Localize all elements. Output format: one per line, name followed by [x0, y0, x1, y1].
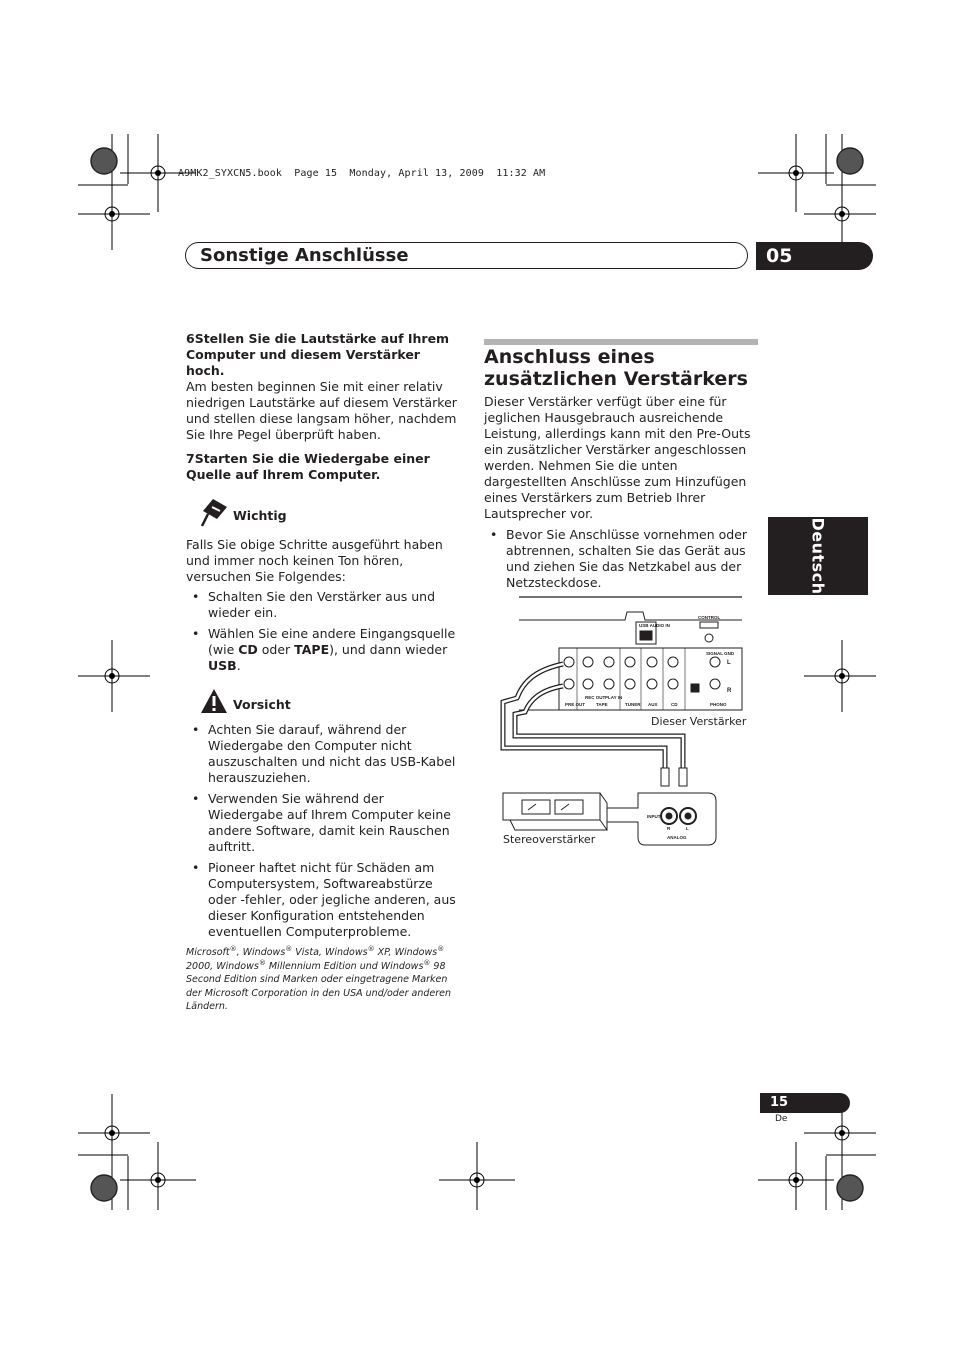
rca-plug-l	[679, 768, 687, 786]
caution-bullet-3-text: Pioneer haftet nicht für Schäden am Computersystem, Softwareabstürze oder -fehler, oder jegliche anderen, aus dieser Konfiguration entstehenden eventuellen Computerprobleme.	[208, 860, 456, 939]
jack-r-label: R	[667, 826, 671, 831]
right-bullet	[484, 527, 760, 591]
chapter-header	[185, 242, 748, 269]
reg-mark: ®	[229, 944, 237, 953]
bullet-dot: •	[192, 860, 200, 875]
stereo-amplifier-label: Stereoverstärker	[503, 833, 596, 846]
control-port-frame	[700, 622, 718, 628]
usb-label: USB	[208, 658, 237, 673]
important-bullet-2-text-a: Wählen Sie eine andere Eingangsquelle (wie	[208, 626, 456, 657]
right-bullet-text: Bevor Sie Anschlüsse vornehmen oder abtrennen, schalten Sie das Gerät aus und ziehen Sie das Netzkabel aus der Netzsteckdose.	[506, 527, 748, 590]
tape-label: TAPE	[294, 642, 330, 657]
step-6-heading	[186, 331, 462, 379]
step-6-title: Stellen Sie die Lautstärke auf Ihrem Computer und diesem Verstärker hoch.	[186, 331, 450, 378]
chapter-title: Sonstige Anschlüsse	[200, 245, 409, 266]
important-bullet-1-text: Schalten Sie den Verstärker aus und wieder ein.	[208, 589, 436, 620]
phono-gnd-switch	[691, 684, 699, 692]
this-amplifier-label: Dieser Verstärker	[651, 715, 747, 728]
tm-text-3: Vista, Windows	[292, 947, 368, 958]
language-tab-label: Deutsch	[808, 517, 828, 595]
step-7-heading	[186, 451, 462, 483]
print-header: A9MK2_SYXCN5.book Page 15 Monday, April 13, 2009 11:32 AM	[178, 168, 546, 179]
control-jack	[705, 634, 713, 642]
pre-out-label: PRE OUT	[565, 702, 586, 707]
trademark-note	[186, 946, 462, 1014]
caution-title: Vorsicht	[233, 697, 291, 712]
bullet-dot: •	[192, 791, 200, 806]
rear-r-label: R	[727, 688, 732, 694]
important-title: Wichtig	[233, 508, 287, 523]
bullet-dot: •	[192, 626, 200, 641]
stereo-amp-meter-2	[555, 800, 583, 814]
rear-l-label: L	[727, 660, 731, 666]
tm-text-2: , Windows	[236, 947, 286, 958]
usb-audio-in-label: USB AUDIO IN	[639, 623, 670, 628]
stereo-amp-side	[510, 793, 607, 830]
section-title	[484, 346, 748, 390]
phono-label: PHONO	[710, 702, 727, 707]
step-6-text: Am besten beginnen Sie mit einer relativ niedrigen Lautstärke auf diesem Verstärker und stellen diese langsam höher, nachdem Sie Ihre Pegel überprüft haben.	[186, 379, 457, 442]
caution-bullet-2	[186, 791, 462, 855]
caution-bullet-3	[186, 860, 462, 940]
step-7-title: Starten Sie die Wiedergabe einer Quelle auf Ihrem Computer.	[186, 451, 430, 482]
important-bullet-2-text-d: .	[236, 658, 241, 673]
tm-text-8: Second Edition sind Marken oder eingetragene Marken der Microsoft Corporation in den USA und/oder anderen Ländern.	[186, 974, 452, 1012]
important-text: Falls Sie obige Schritte ausgeführt haben und immer noch keinen Ton hören, versuchen Sie Folgendes:	[186, 537, 443, 584]
analog-label: ANALOG	[667, 835, 687, 840]
cd-label-rear: CD	[671, 702, 678, 707]
reg-mark: ®	[423, 958, 431, 967]
caution-bullet-2-text: Verwenden Sie während der Wiedergabe auf Ihrem Computer keine andere Software, damit kein Rauschen auftritt.	[208, 791, 451, 854]
control-label: CONTROL	[698, 615, 721, 620]
caution-bullet-1	[186, 722, 462, 786]
reg-mark: ®	[285, 944, 293, 953]
important-bullet-1	[186, 589, 462, 621]
chapter-number: 05	[756, 242, 873, 270]
usb-port-icon	[640, 631, 652, 640]
intro-text: Dieser Verstärker verfügt über eine für jeglichen Hausgebrauch ausreichende Leistung, allerdings kann mit den Pre-Outs ein zusätzlicher Verstärker angeschlossen werden. Nehmen Sie die unten dargestellten Anschlüsse zum Hinzufügen eines Verstärkers zum Betrieb Ihrer Lautsprecher vor.	[484, 394, 751, 521]
step-7-number: 7	[186, 451, 195, 466]
jack-l-label: L	[686, 826, 689, 831]
input-label: INPUT	[647, 814, 661, 819]
rec-out-label: REC OUT	[585, 695, 606, 700]
tm-text-1: Microsoft	[186, 947, 230, 958]
left-column	[186, 331, 462, 1014]
right-column	[484, 394, 760, 591]
important-heading	[186, 497, 462, 537]
signal-gnd-label: SIGNAL GND	[706, 651, 735, 656]
stereo-amp-body	[503, 793, 600, 820]
bullet-dot: •	[192, 589, 200, 604]
bullet-dot: •	[192, 722, 200, 737]
important-bullet-2-text-b: oder	[257, 642, 295, 657]
tm-text-5: 2000, Windows	[186, 960, 259, 972]
reg-mark: ®	[258, 958, 266, 967]
aux-label: AUX	[648, 702, 658, 707]
section-title-line-2: zusätzlichen Verstärkers	[484, 368, 748, 390]
tm-text-6: Millennium Edition und Windows	[265, 960, 424, 972]
important-bullet-2	[186, 626, 462, 674]
reg-mark: ®	[367, 944, 375, 953]
cd-label: CD	[238, 642, 258, 657]
caution-bullet-1-text: Achten Sie darauf, während der Wiedergabe den Computer nicht auszuschalten und nicht das USB-Kabel herauszuziehen.	[208, 722, 456, 785]
rca-plug-r	[661, 768, 669, 786]
section-rule	[484, 339, 758, 345]
tm-text-4: XP, Windows	[374, 947, 438, 958]
stereo-amp-meter-1	[522, 800, 550, 814]
tape-label-rear: TAPE	[596, 702, 608, 707]
language-tab	[768, 517, 868, 595]
bullet-dot: •	[490, 527, 498, 542]
tm-text-7: 98	[430, 960, 446, 972]
play-in-label: PLAY IN	[605, 695, 623, 700]
caution-warning-icon	[200, 688, 228, 714]
step-6-number: 6	[186, 331, 195, 346]
important-bullet-2-text-c: ), und dann wieder	[329, 642, 448, 657]
reg-mark: ®	[437, 944, 445, 953]
important-pin-icon	[200, 497, 228, 527]
page-language: De	[775, 1114, 788, 1124]
section-title-line-1: Anschluss eines	[484, 346, 655, 368]
page-number: 15	[760, 1093, 850, 1113]
tuner-label: TUNER	[625, 702, 641, 707]
